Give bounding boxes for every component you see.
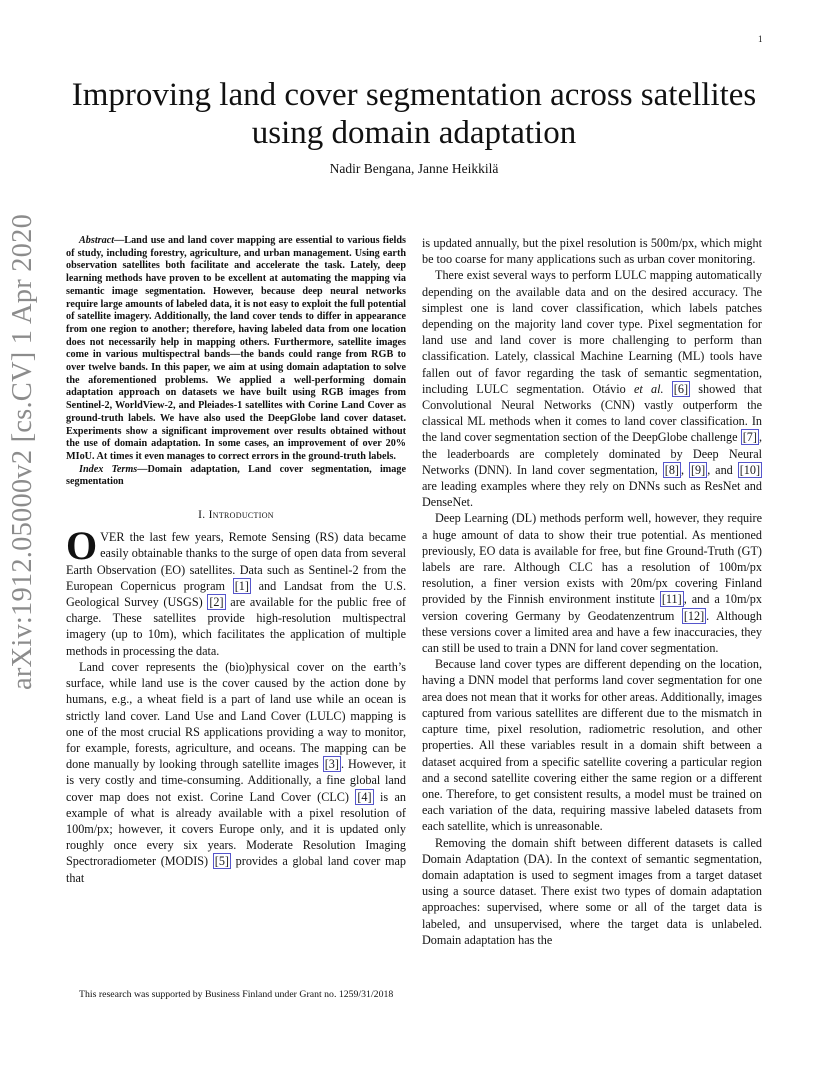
citation-link[interactable]: [7] [742,430,757,445]
text-run: There exist several ways to perform LULC mapping automatically depending on the available data and on the desired accuracy. The simplest one is land cover classification, which labels patches depending on the majority land cover type. Pixel segmentation for land use and land cover is more challenging to perform than classification. Lately, classical Machine Learning (ML) tools have fallen out of favor regarding the task of semantic segmentation, including LULC segmentation. Otávio [422,268,762,396]
citation-link[interactable]: [3] [324,757,339,772]
title-line-2: using domain adaptation [251,115,577,151]
section-name: Introduction [208,509,274,522]
text-run: Deep Learning (DL) methods perform well, however, they require a huge amount of data to show their true potential. As mentioned previously, EO data is available for free, but fine Ground-Truth (GT) labels are rare. Although CLC has a resolution of 100m/px resolution, a finer version exists with 20m/px covering Finland provided by the Finnish environment institute [422,511,762,607]
text-run: Land cover represents the (bio)physical cover on the earth’s surface, while land use is the cover caused by the action done by humans, e.g., a wheat field is a part of land use while an ocean is strictly land cover. Land Use and Land Cover (LULC) mapping is one of the most crucial RS applications providing a way to monitor, for example, forests, agriculture, and oceans. The mapping can be done manually by looking through satellite images [66,659,406,772]
text-run: , [680,462,689,477]
citation-link[interactable]: [2] [209,595,224,610]
text-run: are available for the public free of charge. These satellites provide high-resolution multispectral imagery (up to 10m), which facilitates the application of multiple methods in processing the data. [66,595,406,658]
left-column [66,235,406,886]
text-run: . Although these versions cover a limited area and have a few inaccuracies, they can still be used to train a DNN for land cover segmentation. [422,608,762,656]
page-number: 1 [758,34,763,44]
authors: Nadir Bengana, Janne Heikkilä [329,161,499,176]
section-heading-introduction [66,507,406,523]
drop-cap: O [66,523,98,569]
right-column [422,235,762,948]
citation-link[interactable]: [11] [661,592,682,607]
title-line-1: Improving land cover segmentation across satellites [71,77,757,113]
text-run: is an example of what is already available with a pixel resolution of 100m/px; however, it covers Europe only, and it is updated only roughly once every six years. Moderate Resolution Imaging Spectroradiometer (MODIS) [66,789,406,869]
right-paragraph-4: Removing the domain shift between different datasets is called Domain Adaptation (DA). In the context of semantic segmentation, domain adaptation is used to segment images from a target dataset using a source dataset. There exist two types of domain adaptation approaches: supervised, where some or all of the target data is labeled, and unsupervised, where the target data is unlabeled. Domain adaptation has the [422,835,762,947]
right-paragraph-2 [422,510,762,656]
right-paragraph-0: is updated annually, but the pixel resolution is 500m/px, which might be too coarse for many applications such as urban cover monitoring. [422,236,762,267]
section-numeral: I. [198,509,209,522]
citation-link[interactable]: [8] [664,462,679,477]
text-run: . However, it is very costly and time-consuming. Additionally, a fine global land cover map does not exist. Corine Land Cover (CLC) [66,757,406,804]
intro-paragraph-2 [66,659,406,886]
citation-link[interactable]: [4] [357,789,372,804]
abstract-text: —Land use and land cover mapping are essential to various fields of study, including forestry, agriculture, and urban management. Using earth observation satellites both facilitate and accelerate the task. Lately, deep learning methods have proven to be excellent at automating the mapping via semantic image segmentation. However, because deep neural networks require large amounts of labeled data, it is not easy to exploit the full potential of satellite imagery. Additionally, the land cover tends to differ in appearance from one region to another; therefore, having labeled data from one location does not necessarily help in mapping others. Furthermore, satellite images come in various multispectral bands—the bands could range from RGB to over twelve bands. In this paper, we aim at using domain adaptation to solve the aforementioned problems. We applied a well-performing domain adaptation approach on datasets we have built using RGB images from Sentinel-2, WorldView-2, and Pleiades-1 satellites with Corine Land Cover as ground-truth labels. We have also used the DeepGlobe land cover dataset. Experiments show a significant improvement over results obtained without the use of domain adaptation. In some cases, an improvement of over 20% MIoU. At times it even manages to correct errors in the ground-truth labels. [66,235,406,462]
et-al: et al. [634,381,664,396]
text-run: , the leaderboards are completely dominated by Deep Neural Networks (DNN). In land cover segmentation, [422,430,762,477]
right-paragraph-1 [422,267,762,510]
paper-title [40,76,788,152]
citation-link[interactable]: [1] [234,578,249,593]
index-terms-label: Index Terms [79,463,138,475]
index-terms-text: —Domain adaptation, Land cover segmentation, image segmentation [66,463,406,488]
text-run: , and [707,462,738,477]
citation-link[interactable]: [5] [214,854,229,869]
text-run: are leading examples where they rely on DNNs such as ResNet and DenseNet. [422,479,762,510]
footnote: This research was supported by Business Finland under Grant no. 1259/31/2018 [79,989,394,1000]
text-run: and Landsat from the U.S. Geological Survey (USGS) [66,578,406,610]
arxiv-identifier: arXiv:1912.05000v2 [cs.CV] 1 Apr 2020 [7,213,38,690]
text-run: VER the last few years, Remote Sensing (RS) data became easily obtainable thanks to the surge of open data from several Earth Observation (EO) satellites. Data such as Sentinel-2 from the European Copernicus program [66,530,406,593]
citation-link[interactable]: [6] [673,381,689,396]
citation-link[interactable]: [10] [739,462,761,477]
text-run: provides a global land cover map that [66,854,406,885]
abstract [66,235,406,464]
intro-paragraph-1 [66,523,406,659]
citation-link[interactable]: [9] [690,462,706,477]
text-run: showed that Convolutional Neural Networks (CNN) vastly outperform the classical ML methods when it comes to land cover classification. In the land cover segmentation section of the DeepGlobe challenge [422,381,762,445]
text-run: , and a 10m/px version covering Germany by Geodatenzentrum [422,592,762,623]
right-paragraph-3: Because land cover types are different depending on the location, having a DNN model that performs land cover segmentation for one area does not mean that it works for other areas. Additionally, images captured from various satellites are different due to the mismatch in capture time, pixel resolution, radiometric resolution, and other properties. All these variables result in a domain shift between a dataset acquired from a specific satellite covering a particular region and a second satellite covering either the same region or a different one. Therefore, to get consistent results, a model must be trained on each variation of the data, requiring massive labeled datasets from each satellite, which is unreasonable. [422,657,762,834]
index-terms [66,464,406,489]
abstract-label: Abstract [79,235,115,246]
citation-link[interactable]: [12] [683,608,705,623]
